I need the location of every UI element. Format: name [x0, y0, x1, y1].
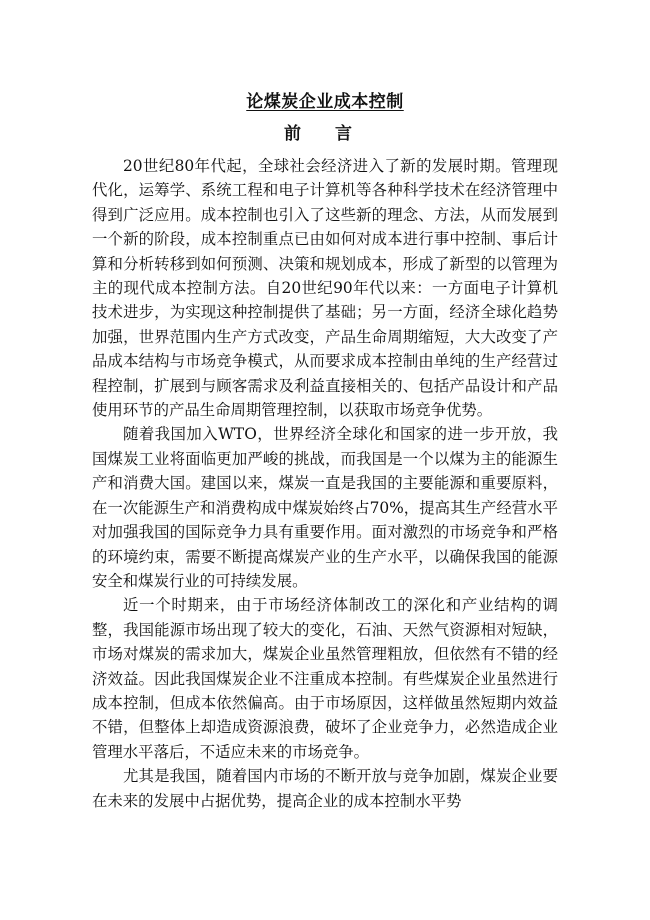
section-heading-text: 前 言: [284, 124, 366, 144]
section-heading: [92, 122, 558, 146]
body-paragraph-2: 随着我国加入WTO，世界经济全球化和国家的进一步开放，我国煤炭工业将面临更加严峻的挑战，而我国是一个以煤为主的能源生产和消费大国。建国以来，煤炭一直是我国的主要能源和重要原料，在一次能源生产和消费构成中煤炭始终占70%，提高其生产经营水平对加强我国的国际竞争力具有重要作用。面对激烈的市场竞争和严格的环境约束，需要不断提高煤炭产业的生产水平，以确保我国的能源安全和煤炭行业的可持续发展。: [92, 425, 558, 590]
body-paragraph-4: 尤其是我国，随着国内市场的不断开放与竞争加剧，煤炭企业要在未来的发展中占据优势，提高企业的成本控制水平势: [92, 767, 558, 810]
body-paragraph-1: 20世纪80年代起，全球社会经济进入了新的发展时期。管理现代化，运筹学、系统工程和电子计算机等各种科学技术在经济管理中得到广泛应用。成本控制也引入了这些新的理念、方法，从而发展到一个新的阶段，成本控制重点已由如何对成本进行事中控制、事后计算和分析转移到如何预测、决策和规划成本，形成了新型的以管理为主的现代成本控制方法。自20世纪90年代以来：一方面电子计算机技术进步，为实现这种控制提供了基础；另一方面，经济全球化趋势加强，世界范围内生产方式改变，产品生命周期缩短，大大改变了产品成本结构与市场竞争模式，从而要求成本控制由单纯的生产经营过程控制，扩展到与顾客需求及利益直接相关的、包括产品设计和产品使用环节的产品生命周期管理控制，以获取市场竞争优势。: [92, 157, 558, 420]
document-title: 论煤炭企业成本控制: [246, 92, 404, 112]
body-paragraph-3: 近一个时期来，由于市场经济体制改工的深化和产业结构的调整，我国能源市场出现了较大的变化，石油、天然气资源相对短缺，市场对煤炭的需求加大，煤炭企业虽然管理粗放，但依然有不错的经济效益。因此我国煤炭企业不注重成本控制。有些煤炭企业虽然进行成本控制，但成本依然偏高。由于市场原因，这样做虽然短期内效益不错，但整体上却造成资源浪费，破坏了企业竞争力，必然造成企业管理水平落后，不适应未来的市场竞争。: [92, 596, 558, 761]
